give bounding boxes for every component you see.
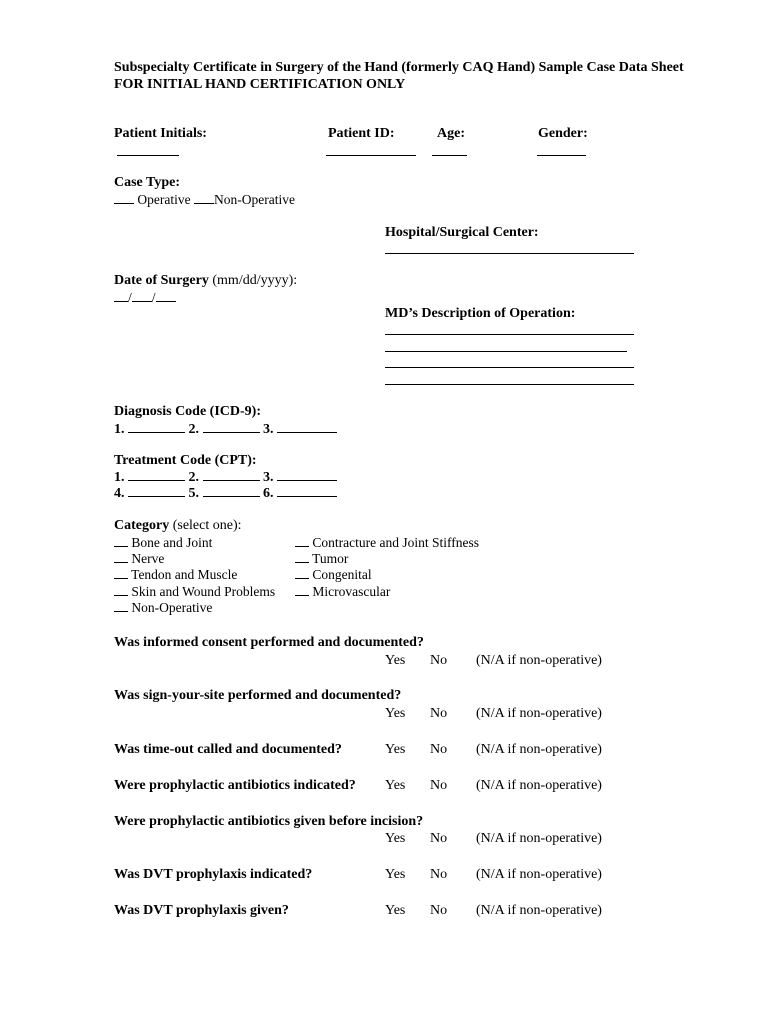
treatment-number: 2. (188, 470, 199, 485)
category-option[interactable] (114, 600, 212, 616)
yes-option[interactable]: Yes (385, 778, 406, 793)
category-checkbox[interactable] (114, 600, 128, 612)
category-checkbox[interactable] (295, 584, 309, 596)
category-option-label: Bone and Joint (131, 535, 213, 550)
category-option-label: Contracture and Joint Stiffness (312, 535, 479, 550)
no-option[interactable]: No (430, 778, 448, 793)
md-description-line-1[interactable] (385, 334, 634, 335)
date-day-blank[interactable] (132, 290, 152, 302)
yes-option[interactable]: Yes (385, 653, 406, 668)
yes-option[interactable]: Yes (385, 706, 406, 721)
form-subtitle: FOR INITIAL HAND CERTIFICATION ONLY (114, 77, 406, 92)
diagnosis-number: 2. (188, 422, 199, 437)
treatment-number: 1. (114, 470, 125, 485)
md-description-line-4[interactable] (385, 384, 634, 385)
patient-id-field[interactable] (326, 155, 416, 156)
category-option[interactable] (295, 551, 348, 567)
no-option[interactable]: No (430, 653, 448, 668)
category-checkbox[interactable] (114, 535, 128, 547)
date-of-surgery-label (114, 273, 297, 289)
treatment-number: 6. (263, 486, 274, 501)
operative-option-label: Operative (137, 192, 191, 207)
no-option[interactable]: No (430, 706, 448, 721)
form-title: Subspecialty Certificate in Surgery of the Hand (formerly CAQ Hand) Sample Case Data Sheet (114, 60, 684, 75)
no-option[interactable]: No (430, 903, 448, 918)
category-option[interactable] (295, 535, 479, 551)
category-hint: (select one): (169, 518, 242, 533)
date-label-text: Date of Surgery (114, 273, 209, 288)
category-option-label: Skin and Wound Problems (131, 584, 276, 599)
diagnosis-code-fields[interactable] (114, 421, 337, 438)
diagnosis-number: 3. (263, 422, 274, 437)
category-option-label: Congenital (312, 567, 372, 582)
nonoperative-checkbox[interactable] (194, 192, 214, 204)
patient-id-label: Patient ID: (328, 126, 395, 141)
age-label: Age: (437, 126, 465, 141)
category-option-label: Microvascular (312, 584, 391, 599)
question-text: Was time-out called and documented? (114, 742, 342, 757)
gender-field[interactable] (537, 155, 586, 156)
operative-checkbox[interactable] (114, 192, 134, 204)
category-option[interactable] (114, 584, 275, 600)
na-note: (N/A if non-operative) (476, 706, 602, 721)
category-option[interactable] (114, 535, 212, 551)
category-option-label: Nerve (131, 551, 165, 566)
date-year-blank[interactable] (156, 290, 176, 302)
case-type-options (114, 192, 295, 208)
treatment-number: 3. (263, 470, 274, 485)
treatment-code-1[interactable] (128, 469, 185, 481)
diagnosis-code-1[interactable] (128, 421, 185, 433)
yes-option[interactable]: Yes (385, 903, 406, 918)
date-format-hint: (mm/dd/yyyy): (208, 273, 298, 288)
treatment-code-3[interactable] (277, 469, 337, 481)
no-option[interactable]: No (430, 742, 448, 757)
treatment-code-4[interactable] (128, 485, 185, 497)
hospital-label: Hospital/Surgical Center: (385, 225, 539, 240)
question-text: Was sign-your-site performed and documented? (114, 688, 402, 703)
na-note: (N/A if non-operative) (476, 778, 602, 793)
treatment-code-2[interactable] (203, 469, 260, 481)
na-note: (N/A if non-operative) (476, 867, 602, 882)
category-option-label: Tumor (312, 551, 349, 566)
date-sep-1: / (128, 290, 132, 305)
category-option[interactable] (114, 551, 164, 567)
question-text: Were prophylactic antibiotics given before incision? (114, 814, 424, 829)
na-note: (N/A if non-operative) (476, 653, 602, 668)
md-description-label: MD’s Description of Operation: (385, 306, 576, 321)
yes-option[interactable]: Yes (385, 867, 406, 882)
category-option[interactable] (114, 567, 237, 583)
na-note: (N/A if non-operative) (476, 903, 602, 918)
category-label-text: Category (114, 518, 170, 533)
nonoperative-option-label: Non-Operative (213, 192, 295, 207)
category-option-label: Non-Operative (131, 600, 213, 615)
treatment-number: 4. (114, 486, 125, 501)
diagnosis-code-label: Diagnosis Code (ICD-9): (114, 404, 261, 419)
yes-option[interactable]: Yes (385, 831, 406, 846)
na-note: (N/A if non-operative) (476, 831, 602, 846)
gender-label: Gender: (538, 126, 588, 141)
no-option[interactable]: No (430, 831, 448, 846)
question-text: Were prophylactic antibiotics indicated? (114, 778, 356, 793)
question-text: Was DVT prophylaxis given? (114, 903, 289, 918)
patient-initials-field[interactable] (117, 155, 179, 156)
case-type-label: Case Type: (114, 175, 180, 190)
category-checkbox[interactable] (295, 567, 309, 579)
md-description-line-3[interactable] (385, 367, 634, 368)
category-label (114, 518, 242, 534)
md-description-line-2[interactable] (385, 351, 627, 352)
date-month-blank[interactable] (114, 290, 128, 302)
treatment-code-6[interactable] (277, 485, 337, 497)
category-checkbox[interactable] (295, 535, 309, 547)
treatment-code-row-1[interactable] (114, 469, 337, 486)
category-checkbox[interactable] (295, 551, 309, 563)
treatment-code-5[interactable] (203, 485, 260, 497)
question-text: Was DVT prophylaxis indicated? (114, 867, 313, 882)
date-sep-2: / (151, 290, 156, 305)
diagnosis-code-3[interactable] (277, 421, 337, 433)
treatment-code-label: Treatment Code (CPT): (114, 453, 257, 468)
no-option[interactable]: No (430, 867, 448, 882)
age-field[interactable] (432, 155, 467, 156)
question-text: Was informed consent performed and documented? (114, 635, 424, 650)
category-checkbox[interactable] (114, 567, 128, 579)
date-of-surgery-field[interactable] (114, 290, 176, 306)
diagnosis-number: 1. (114, 422, 125, 437)
category-option[interactable] (295, 567, 372, 583)
hospital-field[interactable] (385, 253, 634, 254)
category-option[interactable] (295, 584, 390, 600)
category-checkbox[interactable] (114, 584, 128, 596)
na-note: (N/A if non-operative) (476, 742, 602, 757)
category-option-label: Tendon and Muscle (131, 567, 238, 582)
patient-initials-label: Patient Initials: (114, 126, 207, 141)
diagnosis-code-2[interactable] (203, 421, 260, 433)
yes-option[interactable]: Yes (385, 742, 406, 757)
treatment-number: 5. (188, 486, 199, 501)
category-checkbox[interactable] (114, 551, 128, 563)
treatment-code-row-2[interactable] (114, 485, 337, 502)
